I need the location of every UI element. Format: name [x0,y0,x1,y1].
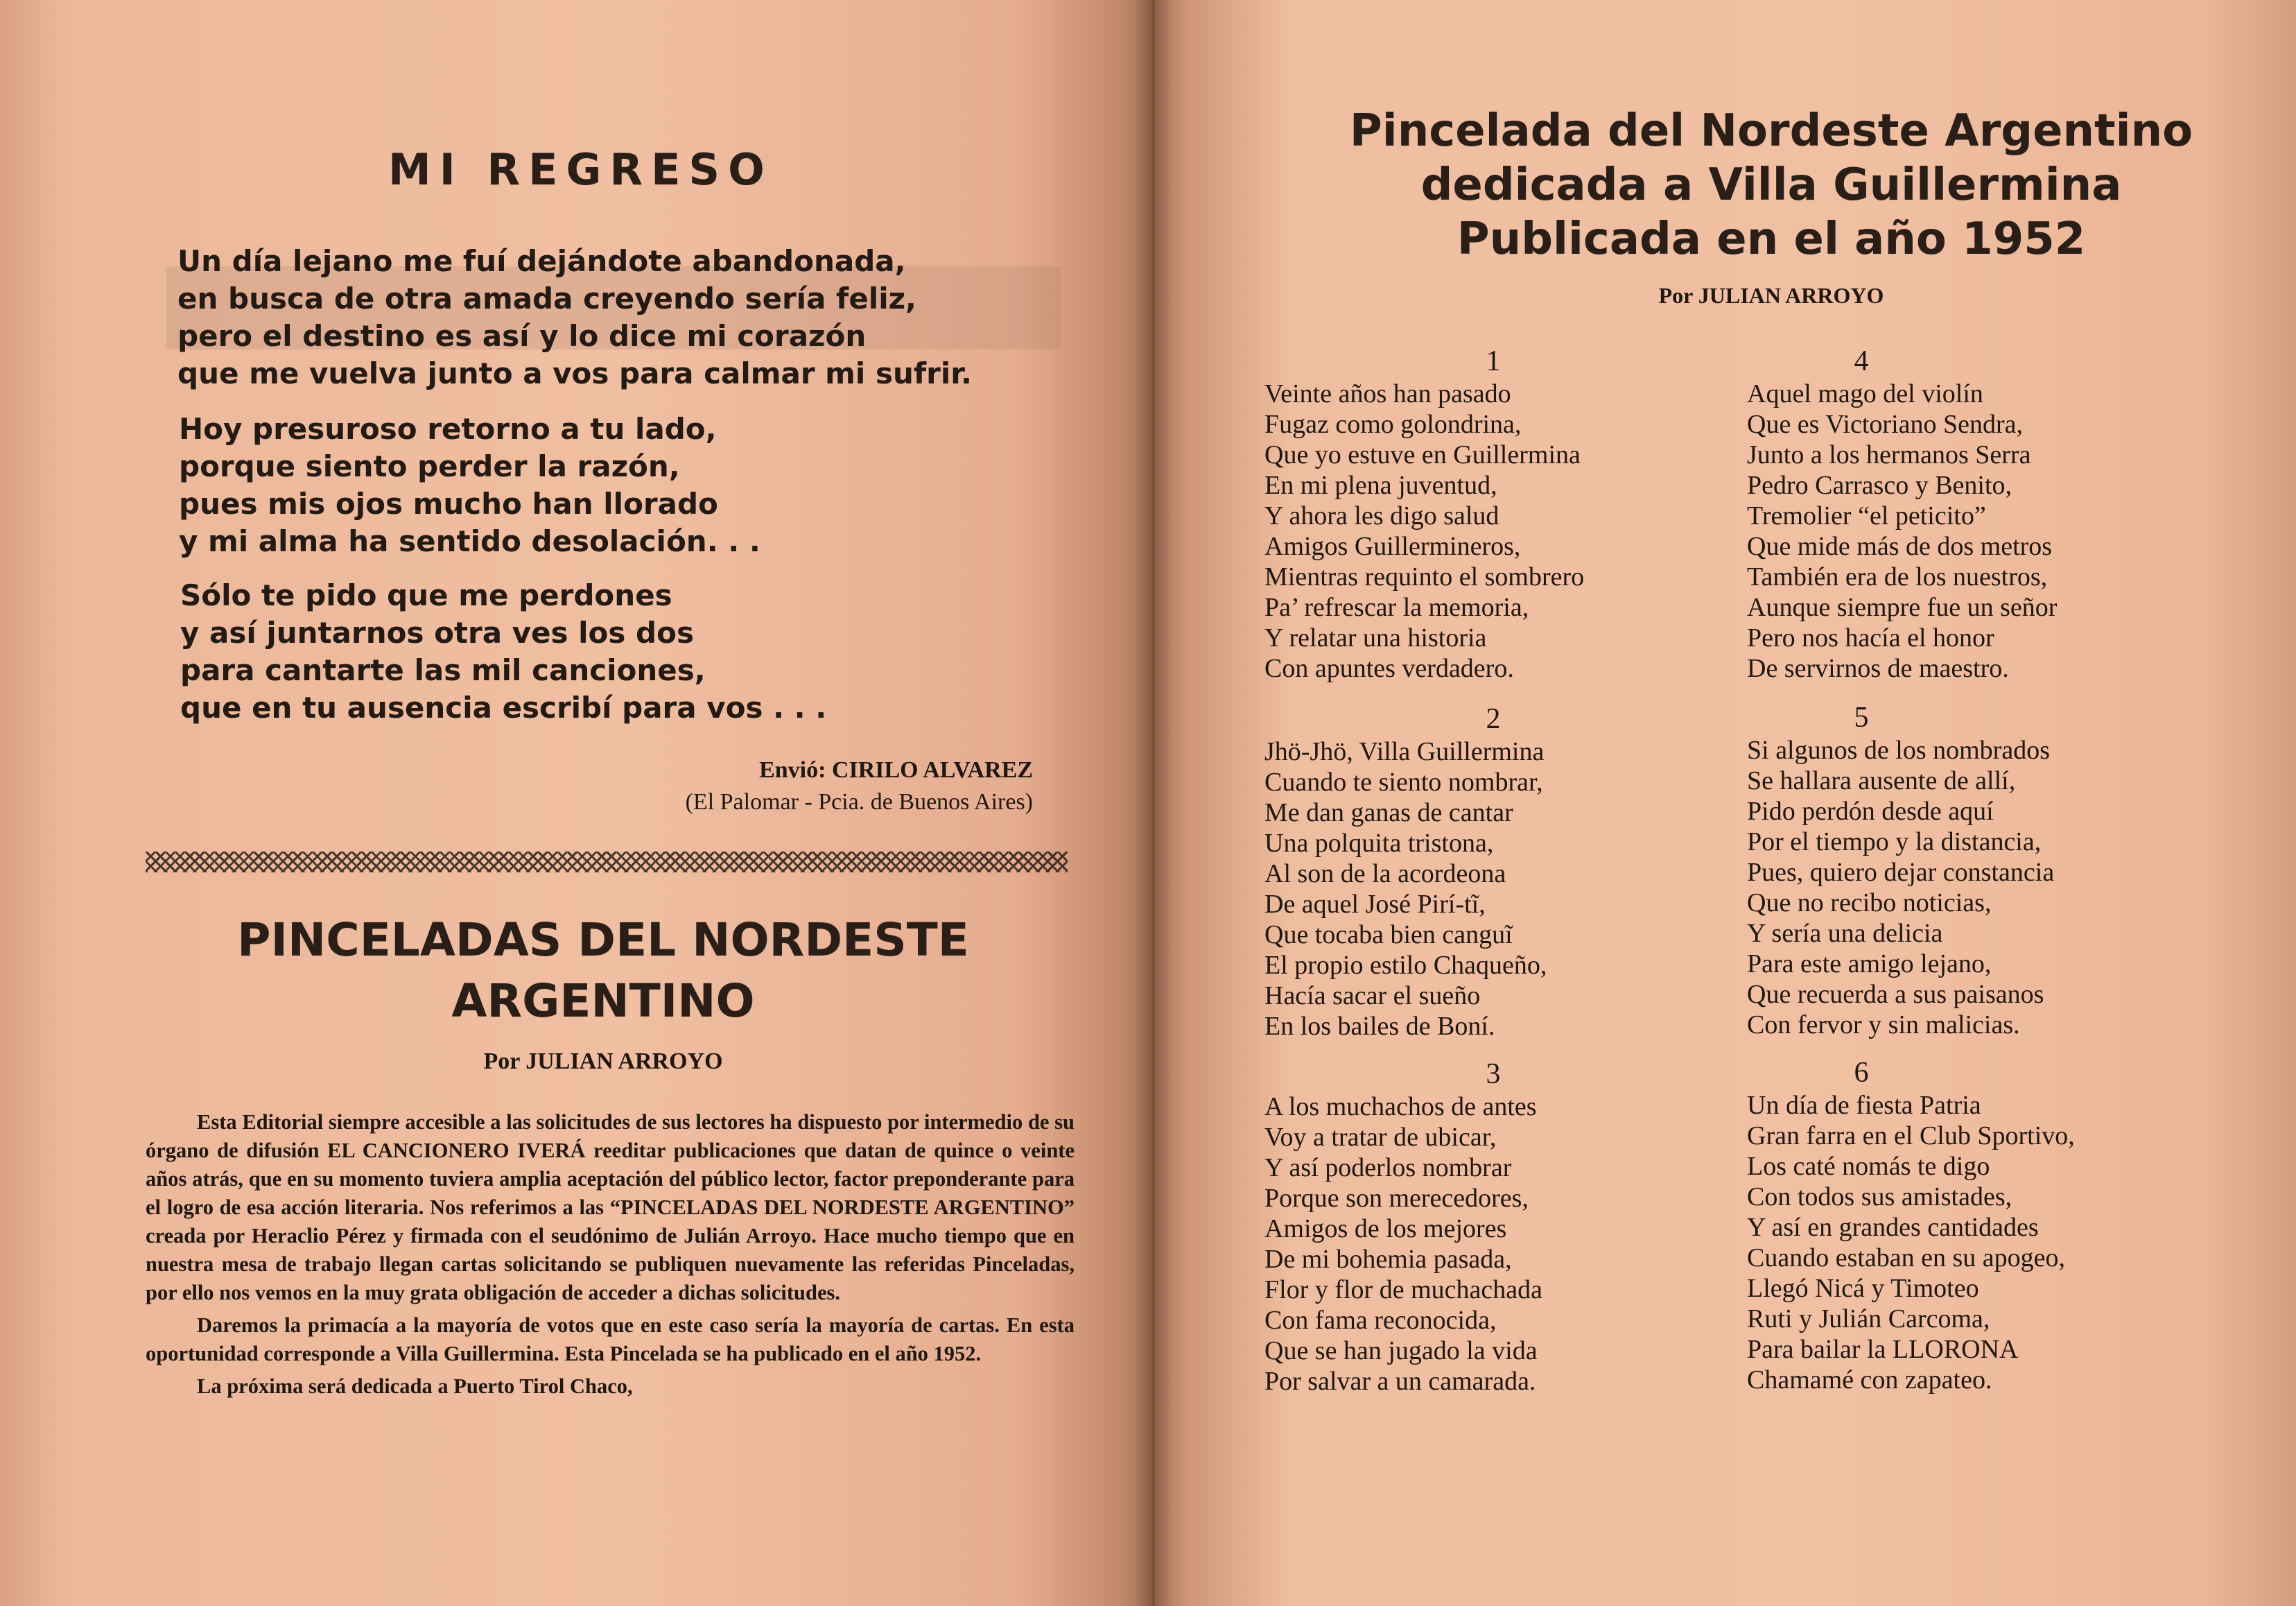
poem-line: que me vuelva junto a vos para calmar mi sufrir. [177,356,972,390]
verse-line: Un día de fiesta Patria [1747,1091,1981,1120]
verse-line: Pues, quiero dejar constancia [1747,858,2055,887]
verse-line: Fugaz como golondrina, [1264,410,1522,439]
verse-line: Que se han jugado la vida [1264,1336,1538,1365]
verse-line: Que tocaba bien canguĩ [1264,920,1513,949]
poem-line: pues mis ojos mucho han llorado [179,487,718,521]
verse-line: Tremolier “el peticito” [1747,501,1986,530]
pincelada-title [1276,104,2267,266]
verse-line: Que es Victoriano Sendra, [1747,410,2024,439]
verse-line: Y así en grandes cantidades [1747,1213,2039,1242]
verse-line: Que no recibo noticias, [1747,888,1992,917]
verse-line: Amigos de los mejores [1264,1214,1507,1243]
verse-5 [1747,700,2218,1040]
poem-stanza-3 [180,577,826,727]
verse-line: Que yo estuve en Guillermina [1264,440,1581,469]
verse-number: 5 [1854,702,1869,734]
decorative-divider [146,852,1068,872]
poem-line: para cantarte las mil canciones, [180,653,706,687]
verse-line: Aquel mago del violín [1747,379,1983,408]
sender-name: CIRILO ALVAREZ [831,757,1033,783]
poem-line: porque siento perder la razón, [179,449,680,483]
title-line: Publicada en el año 1952 [1456,214,2086,265]
verse-line: Jhö-Jhö, Villa Guillermina [1264,737,1545,766]
article-byline: Por JULIAN ARROYO [483,1048,723,1074]
verse-line: De servirnos de maestro. [1747,654,2009,683]
verse-line: Pa’ refrescar la memoria, [1264,593,1529,622]
pincelada-byline: Por JULIAN ARROYO [1658,283,1884,308]
poem-stanza-2 [179,411,760,560]
verse-number: 6 [1854,1057,1869,1089]
verse-line: Aunque siempre fue un señor [1747,593,2058,622]
verse-line: Al son de la acordeona [1264,859,1506,888]
sender-label: Envió: [759,757,826,783]
poem-sender [589,754,1033,818]
verse-number: 3 [1486,1058,1501,1090]
verse-line: Por salvar a un camarada. [1264,1367,1536,1396]
sender-line [589,754,1033,786]
verse-line: Si algunos de los nombrados [1747,736,2050,765]
verse-line: Porque son merecedores, [1264,1184,1529,1213]
verse-line: Hacía sacar el sueño [1264,981,1481,1010]
verse-2 [1264,702,1722,1042]
verse-line: De aquel José Pirí-tĩ, [1264,890,1486,919]
verse-line: Cuando estaban en su apogeo, [1747,1243,2066,1272]
page-gutter [1134,0,1173,1606]
poem-line: pero el destino es así y lo dice mi corazón [177,319,867,353]
article-paragraph: Daremos la primacía a la mayoría de votos que en este caso sería la mayoría de cartas. En esta oportunidad corresponde a Villa Guillermina. Esta Pincelada se ha publicado en el año 1952. [146,1313,1075,1365]
title-line: Pincelada del Nordeste Argentino [1349,105,2193,157]
verse-number: 1 [1486,345,1501,377]
poem-line: Sólo te pido que me perdones [180,578,672,612]
verse-line: Una polquita tristona, [1264,829,1494,858]
verse-line: Se hallara ausente de allí, [1747,766,2016,795]
verse-1 [1264,344,1722,684]
verse-line: Cuando te siento nombrar, [1264,768,1543,797]
verse-line: Pido perdón desde aquí [1747,797,1994,826]
verse-line: Me dan ganas de cantar [1264,798,1513,827]
verse-line: Gran farra en el Club Sportivo, [1747,1121,2075,1150]
article-title: PINCELADAS DEL NORDESTE ARGENTINO [237,913,969,1028]
verse-line: Voy a tratar de ubicar, [1264,1123,1497,1152]
verse-line: A los muchachos de antes [1264,1092,1537,1121]
verse-line: Con todos sus amistades, [1747,1182,2012,1211]
verse-line: Con fama reconocida, [1264,1306,1497,1335]
verse-line: Que recuerda a sus paisanos [1747,980,2044,1009]
verse-line: Que mide más de dos metros [1747,532,2053,561]
verse-line: Pero nos hacía el honor [1747,623,1994,653]
verse-line: Con apuntes verdadero. [1264,654,1514,683]
verse-line: Y relatar una historia [1264,623,1487,653]
verse-line: Pedro Carrasco y Benito, [1747,471,2012,500]
poem-title: MI REGRESO [388,144,773,195]
verse-line: Para este amigo lejano, [1747,949,1992,978]
verse-number: 4 [1854,345,1869,377]
verse-line: Los caté nomás te digo [1747,1152,1990,1181]
verse-line: Llegó Nicá y Timoteo [1747,1274,1979,1303]
verse-line: Por el tiempo y la distancia, [1747,827,2042,856]
verse-line: Y ahora les digo salud [1264,501,1499,530]
article-body [146,1108,1075,1405]
poem-line: que en tu ausencia escribí para vos . . . [180,691,827,725]
verse-6 [1747,1055,2218,1395]
verse-line: De mi bohemia pasada, [1264,1245,1512,1274]
verse-line: También era de los nuestros, [1747,562,2048,592]
verse-line: Y sería una delicia [1747,919,1943,948]
sender-place: (El Palomar - Pcia. de Buenos Aires) [685,789,1033,815]
verse-line: Ruti y Julián Carcoma, [1747,1304,1990,1333]
poem-line: en busca de otra amada creyendo sería feliz, [177,282,916,316]
article-paragraph: Esta Editorial siempre accesible a las solicitudes de sus lectores ha dispuesto por intermedio de su órgano de difusión EL CANCIONERO IVERÁ reeditar publicaciones que datan de quince o veinte años atrás, que en su momento tuviera amplia aceptación del público lector, factor preponderante para el logro de esa acción literaria. Nos referimos a las “PINCELADAS DEL NORDESTE ARGENTINO” creada por Heraclio Pérez y firmada con el seudónimo de Julián Arroyo. Hace mucho tiempo que en nuestra mesa de trabajo llegan cartas solicitando se publiquen nuevamente las referidas Pinceladas, por ello nos vemos en la muy grata obligación de acceder a dichas solicitudes. [146,1110,1075,1304]
poem-line: y así juntarnos otra ves los dos [180,616,694,650]
verse-line: Con fervor y sin malicias. [1747,1010,2020,1039]
verse-line: Veinte años han pasado [1264,379,1511,408]
verse-line: Chamamé con zapateo. [1747,1365,1992,1395]
verse-line: El propio estilo Chaqueño, [1264,951,1547,980]
verse-line: En los bailes de Boní. [1264,1012,1495,1041]
poem-line: Hoy presuroso retorno a tu lado, [179,412,717,446]
poem-stanza-1 [177,243,972,392]
verse-line: Junto a los hermanos Serra [1747,440,2031,469]
poem-line: Un día lejano me fuí dejándote abandonada, [177,244,906,278]
verse-line: Mientras requinto el sombrero [1264,562,1585,592]
verse-line: En mi plena juventud, [1264,471,1497,500]
title-line: dedicada a Villa Guillermina [1420,159,2122,211]
verse-4 [1747,344,2218,684]
article-paragraph: La próxima será dedicada a Puerto Tirol Chaco, [197,1374,633,1398]
verse-line: Flor y flor de muchachada [1264,1275,1542,1304]
poem-line: y mi alma ha sentido desolación. . . [179,524,760,558]
verse-3 [1264,1057,1722,1397]
verse-line: Y así poderlos nombrar [1264,1153,1512,1182]
verse-line: Amigos Guillermineros, [1264,532,1521,561]
verse-number: 2 [1486,703,1501,735]
verse-line: Para bailar la LLORONA [1747,1335,2019,1364]
